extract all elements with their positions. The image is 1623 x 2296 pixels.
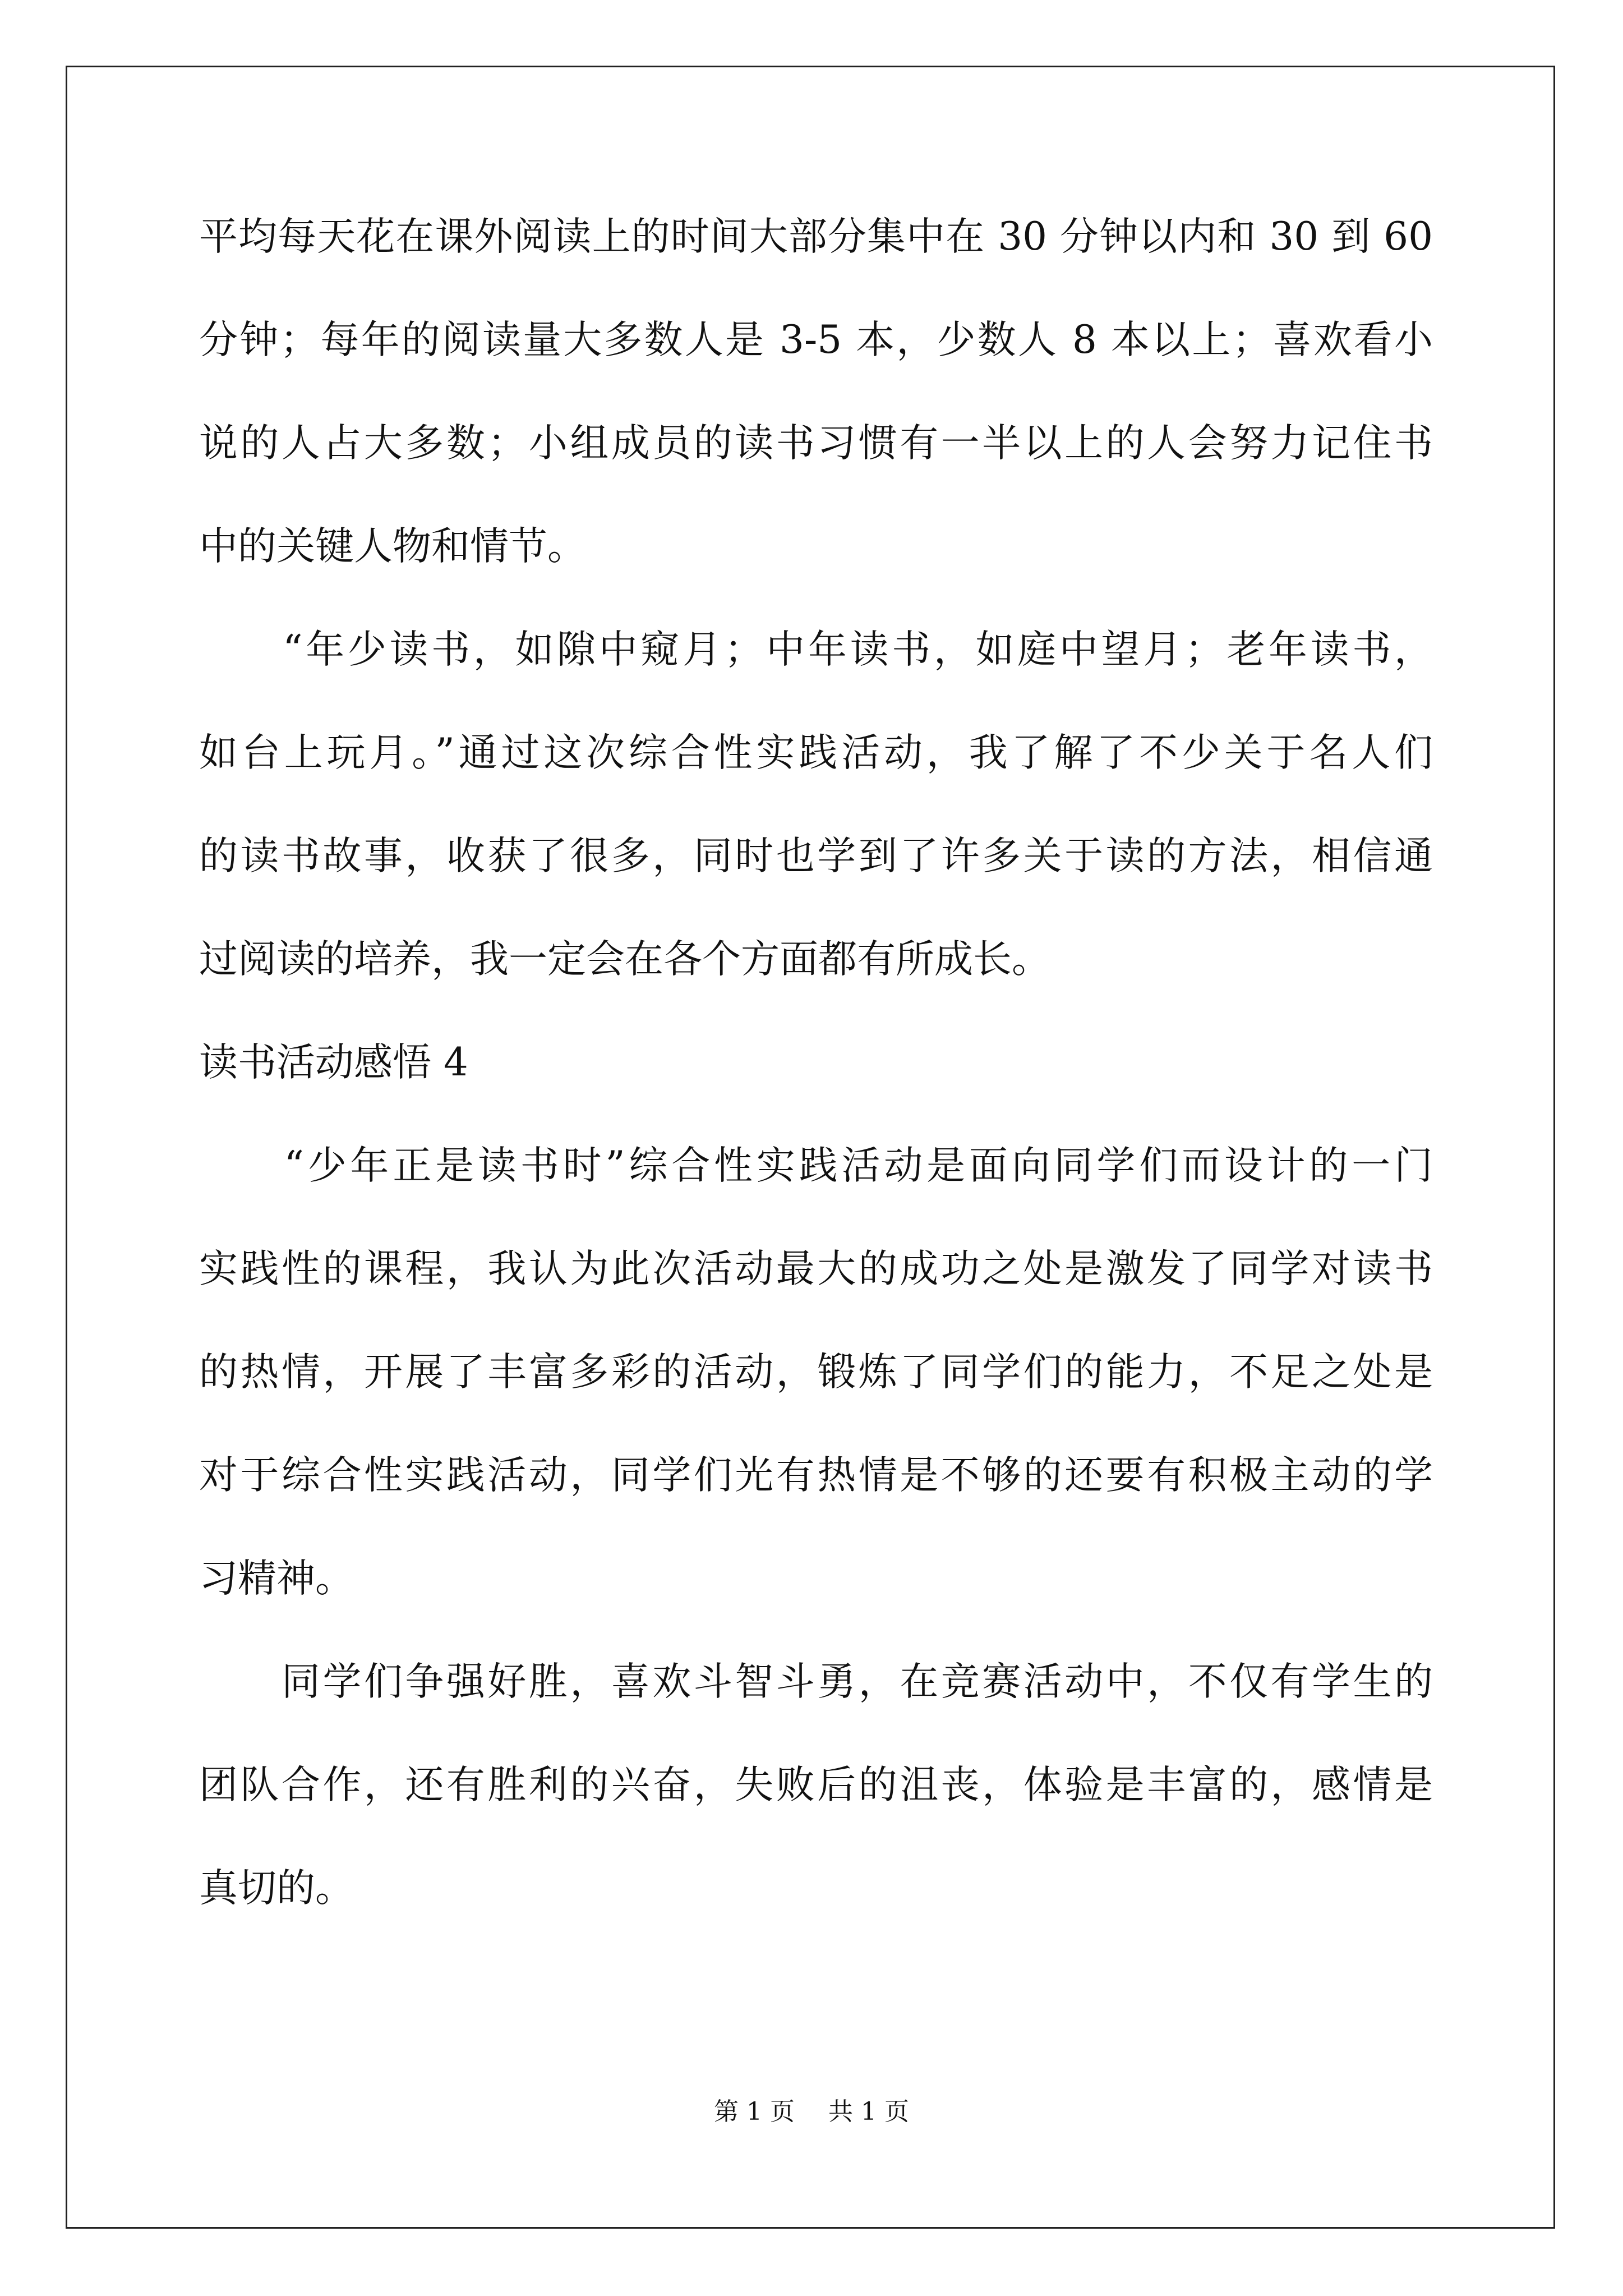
page-number-total: 共 1 页 [828, 2097, 909, 2126]
page-number-current: 第 1 页 [714, 2097, 795, 2126]
paragraph-line: 真切的。 [199, 1866, 354, 1911]
paragraph-line: 分钟；每年的阅读量大多数人是 3-5 本，少数人 8 本以上；喜欢看小 [199, 318, 1433, 362]
paragraph-line: 对于综合性实践活动，同学们光有热情是不够的还要有积极主动的学 [199, 1453, 1433, 1498]
page-footer [0, 2095, 1623, 2129]
paragraph-line: 的读书故事，收获了很多，同时也学到了许多关于读的方法，相信通 [199, 834, 1433, 878]
section-heading: 读书活动感悟 4 [199, 1040, 468, 1085]
paragraph-line: 同学们争强好胜，喜欢斗智斗勇，在竞赛活动中，不仅有学生的 [199, 1659, 1433, 1704]
paragraph-line: 过阅读的培养，我一定会在各个方面都有所成长。 [199, 937, 1050, 982]
paragraph-line: 实践性的课程，我认为此次活动最大的成功之处是激发了同学对读书 [199, 1246, 1433, 1291]
paragraph-line: “少年正是读书时”综合性实践活动是面向同学们而设计的一门 [199, 1143, 1433, 1188]
paragraph-line: 的热情，开展了丰富多彩的活动，锻炼了同学们的能力，不足之处是 [199, 1350, 1433, 1395]
paragraph-line: 说的人占大多数；小组成员的读书习惯有一半以上的人会努力记住书 [199, 421, 1433, 466]
paragraph-line: 中的关键人物和情节。 [199, 524, 586, 569]
paragraph-line: 如台上玩月。”通过这次综合性实践活动，我了解了不少关于名人们 [199, 730, 1433, 775]
paragraph-line: 习精神。 [199, 1556, 354, 1601]
paragraph-line: 平均每天花在课外阅读上的时间大部分集中在 30 分钟以内和 30 到 60 [199, 214, 1433, 259]
paragraph-line: 团队合作，还有胜利的兴奋，失败后的沮丧，体验是丰富的，感情是 [199, 1763, 1433, 1807]
document-body [199, 185, 1433, 1940]
paragraph-line: “年少读书，如隙中窥月；中年读书，如庭中望月；老年读书， [199, 627, 1433, 672]
